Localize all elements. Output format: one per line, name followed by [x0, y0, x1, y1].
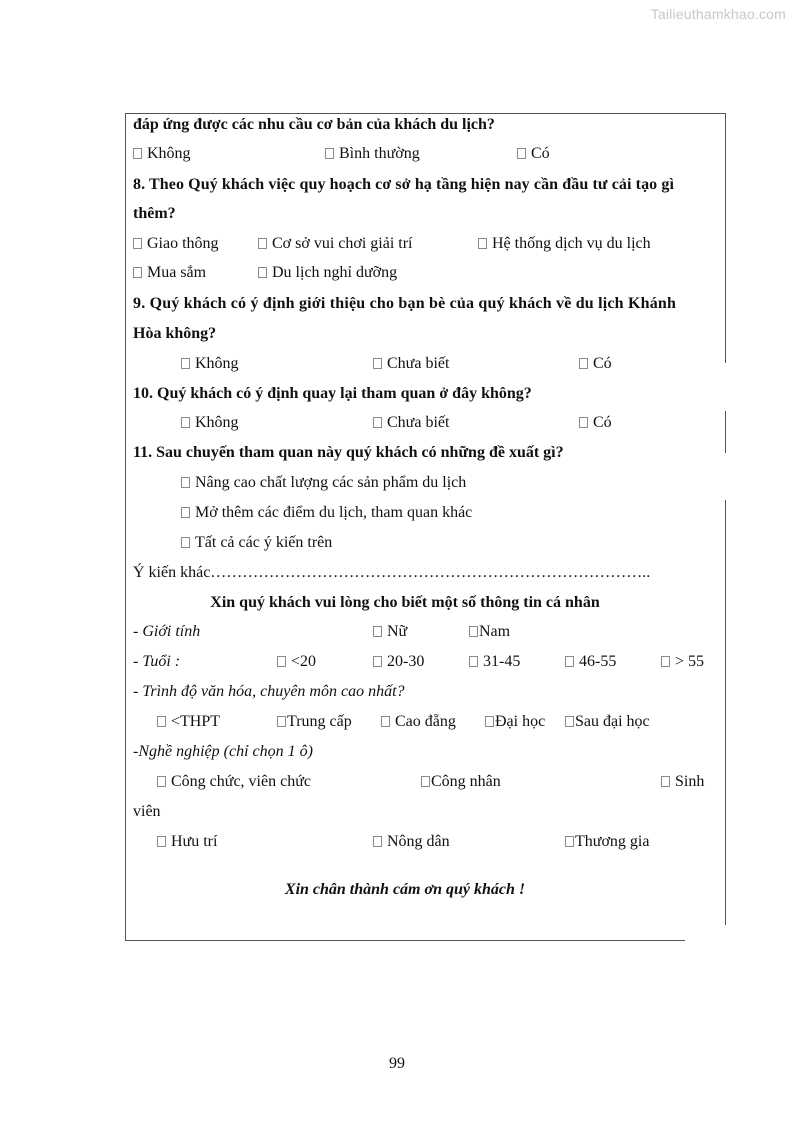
checkbox-icon	[277, 716, 286, 727]
education-option-sau-dai-hoc[interactable]: Sau đại học	[565, 712, 650, 732]
checkbox-icon	[181, 417, 190, 428]
question-8-text-cont: thêm?	[133, 205, 176, 222]
question-9-text-cont: Hòa không?	[133, 325, 217, 342]
q9-option-khong[interactable]: Không	[181, 354, 239, 374]
checkbox-icon	[373, 417, 382, 428]
checkbox-icon	[373, 656, 382, 667]
checkbox-icon	[661, 776, 670, 787]
gender-label: - Giới tính	[133, 623, 201, 640]
occupation-option-nong-dan[interactable]: Nông dân	[373, 832, 450, 852]
checkbox-icon	[181, 358, 190, 369]
q10-option-co[interactable]: Có	[579, 413, 612, 433]
q8-option-mua-sam[interactable]: Mua sắm	[133, 263, 206, 283]
age-option-over-55[interactable]: > 55	[661, 652, 704, 672]
occupation-option-huu-tri[interactable]: Hưu trí	[157, 832, 217, 852]
q10-option-chua-biet[interactable]: Chưa biết	[373, 413, 449, 433]
q11-option-tat-ca[interactable]: Tất cả các ý kiến trên	[181, 533, 332, 553]
frame-right-border-3	[725, 500, 726, 925]
q8-option-he-thong-dich-vu[interactable]: Hệ thống dịch vụ du lịch	[478, 234, 651, 254]
checkbox-icon	[133, 267, 142, 278]
checkbox-icon	[373, 626, 382, 637]
checkbox-icon	[381, 716, 390, 727]
checkbox-icon	[181, 477, 190, 488]
page-number: 99	[389, 1055, 405, 1072]
q11-option-mo-them[interactable]: Mở thêm các điểm du lịch, tham quan khác	[181, 503, 472, 523]
checkbox-icon	[133, 238, 142, 249]
checkbox-icon	[517, 148, 526, 159]
other-opinion-field[interactable]: Ý kiến khác………………………………………………………………………..	[133, 564, 651, 581]
occupation-option-cong-nhan[interactable]: Công nhân	[421, 772, 501, 792]
checkbox-icon	[469, 626, 478, 637]
education-label: - Trình độ văn hóa, chuyên môn cao nhất?	[133, 683, 405, 700]
watermark: Tailieuthamkhao.com	[650, 6, 786, 22]
q7-option-co[interactable]: Có	[517, 144, 550, 164]
checkbox-icon	[469, 656, 478, 667]
checkbox-icon	[565, 716, 574, 727]
age-option-31-45[interactable]: 31-45	[469, 652, 520, 672]
checkbox-icon	[579, 417, 588, 428]
checkbox-icon	[133, 148, 142, 159]
q11-option-nang-cao[interactable]: Nâng cao chất lượng các sản phẩm du lịch	[181, 473, 466, 493]
frame-top-border	[125, 113, 726, 114]
checkbox-icon	[579, 358, 588, 369]
checkbox-icon	[277, 656, 286, 667]
checkbox-icon	[258, 238, 267, 249]
checkbox-icon	[373, 358, 382, 369]
occupation-option-cong-chuc[interactable]: Công chức, viên chức	[157, 772, 311, 792]
checkbox-icon	[181, 507, 190, 518]
occupation-option-sinh-vien[interactable]: Sinh	[661, 772, 704, 792]
q8-option-co-so-vui-choi[interactable]: Cơ sở vui chơi giải trí	[258, 234, 412, 254]
age-option-46-55[interactable]: 46-55	[565, 652, 616, 672]
checkbox-icon	[565, 656, 574, 667]
question-8-text: 8. Theo Quý khách việc quy hoạch cơ sở hạ tầng hiện nay cần đầu tư cải tạo gì	[133, 176, 675, 193]
q9-option-co[interactable]: Có	[579, 354, 612, 374]
frame-right-border-1	[725, 113, 726, 363]
question-9-text: 9. Quý khách có ý định giới thiệu cho bạn bè của quý khách về du lịch Khánh	[133, 295, 677, 312]
frame-left-border	[125, 113, 126, 941]
checkbox-icon	[157, 836, 166, 847]
checkbox-icon	[373, 836, 382, 847]
occupation-option-thuong-gia[interactable]: Thương gia	[565, 832, 649, 852]
education-option-cao-dang[interactable]: Cao đẵng	[381, 712, 456, 732]
q9-option-chua-biet[interactable]: Chưa biết	[373, 354, 449, 374]
age-option-20-30[interactable]: 20-30	[373, 652, 424, 672]
checkbox-icon	[661, 656, 670, 667]
education-option-dai-hoc[interactable]: Đại học	[485, 712, 545, 732]
checkbox-icon	[421, 776, 430, 787]
closing-message: Xin chân thành cám ơn quý khách !	[284, 881, 526, 898]
q8-option-nghi-duong[interactable]: Du lịch nghỉ dưỡng	[258, 263, 397, 283]
q10-option-khong[interactable]: Không	[181, 413, 239, 433]
age-option-under-20[interactable]: <20	[277, 652, 316, 672]
q7-option-khong[interactable]: Không	[133, 144, 191, 164]
q8-option-giao-thong[interactable]: Giao thông	[133, 234, 219, 254]
checkbox-icon	[181, 537, 190, 548]
occupation-label: -Nghề nghiệp (chỉ chọn 1 ô)	[133, 743, 313, 760]
question-7-text: đáp ứng được các nhu cầu cơ bản của khách du lịch?	[133, 116, 495, 133]
gender-option-nu[interactable]: Nữ	[373, 622, 407, 642]
personal-info-heading: Xin quý khách vui lòng cho biết một số thông tin cá nhân	[210, 594, 600, 611]
question-10-text: 10. Quý khách có ý định quay lại tham quan ở đây không?	[133, 385, 532, 402]
frame-right-border-2	[725, 411, 726, 453]
question-11-text: 11. Sau chuyến tham quan này quý khách có những đề xuất gì?	[133, 444, 564, 461]
checkbox-icon	[258, 267, 267, 278]
education-option-trung-cap[interactable]: Trung cấp	[277, 712, 352, 732]
gender-option-nam[interactable]: Nam	[469, 622, 510, 642]
checkbox-icon	[565, 836, 574, 847]
checkbox-icon	[478, 238, 487, 249]
education-option-thpt[interactable]: <THPT	[157, 712, 220, 732]
q7-option-binh-thuong[interactable]: Bình thường	[325, 144, 420, 164]
age-label: - Tuổi :	[133, 653, 181, 670]
checkbox-icon	[157, 776, 166, 787]
checkbox-icon	[157, 716, 166, 727]
checkbox-icon	[325, 148, 334, 159]
occupation-option-sinh-vien-cont: viên	[133, 803, 161, 820]
frame-bottom-border	[125, 940, 685, 941]
checkbox-icon	[485, 716, 494, 727]
